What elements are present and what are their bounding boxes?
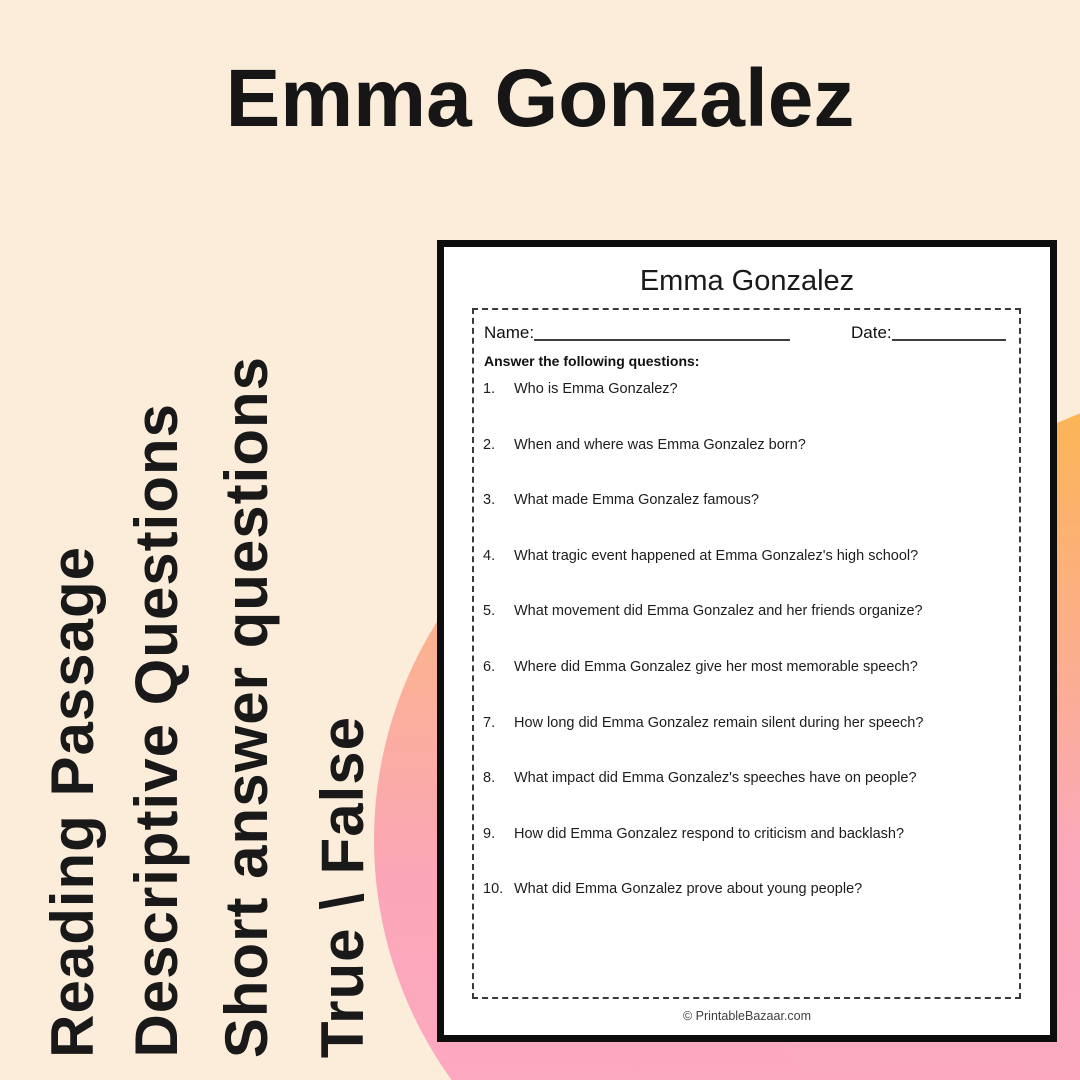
question-text: Where did Emma Gonzalez give her most memorable speech? <box>514 658 918 675</box>
question-number: 2. <box>483 436 496 453</box>
main-title: Emma Gonzalez <box>225 53 855 144</box>
question-item <box>483 659 1009 715</box>
question-text: Who is Emma Gonzalez? <box>514 381 678 397</box>
question-item <box>483 770 1009 826</box>
question-text: How did Emma Gonzalez respond to criticism and backlash? <box>514 825 905 842</box>
worksheet-page <box>437 240 1057 1042</box>
worksheet-footer: © PrintableBazaar.com <box>682 1009 812 1023</box>
question-number: 9. <box>483 825 496 842</box>
question-item <box>483 826 1009 882</box>
name-date-row <box>474 310 1019 343</box>
side-label: Descriptive Questions <box>123 403 190 1058</box>
question-text: What impact did Emma Gonzalez's speeches have on people? <box>514 770 917 787</box>
question-item <box>483 492 1009 548</box>
question-number: 5. <box>483 603 496 620</box>
question-item <box>483 548 1009 604</box>
question-number: 8. <box>483 770 496 787</box>
question-item <box>483 437 1009 493</box>
question-text: What made Emma Gonzalez famous? <box>514 492 759 509</box>
question-item <box>483 715 1009 771</box>
question-number: 7. <box>483 714 496 731</box>
question-text: How long did Emma Gonzalez remain silent during her speech? <box>514 714 924 731</box>
question-number: 3. <box>483 492 496 509</box>
question-item <box>483 381 1009 437</box>
question-number: 6. <box>483 658 496 675</box>
instruction-text: Answer the following questions: <box>484 353 700 369</box>
question-item <box>483 881 1009 937</box>
question-number: 4. <box>483 547 496 564</box>
side-label: True \ False <box>309 715 376 1058</box>
name-blank-line <box>534 338 790 341</box>
question-number: 1. <box>483 381 496 397</box>
side-label: Short answer questions <box>213 355 280 1058</box>
question-text: When and where was Emma Gonzalez born? <box>514 436 806 453</box>
question-text: What movement did Emma Gonzalez and her friends organize? <box>514 603 923 620</box>
worksheet-content-box <box>472 308 1021 999</box>
date-label: Date: <box>851 323 892 342</box>
name-label: Name: <box>484 323 535 342</box>
question-text: What tragic event happened at Emma Gonzalez's high school? <box>514 547 919 564</box>
date-blank-line <box>892 338 1006 341</box>
question-text: What did Emma Gonzalez prove about young people? <box>514 881 863 898</box>
question-item <box>483 603 1009 659</box>
name-field <box>484 323 790 343</box>
side-label: Reading Passage <box>39 546 106 1058</box>
question-number: 10. <box>483 881 504 898</box>
question-list <box>474 381 1019 937</box>
date-field <box>851 323 1006 343</box>
worksheet-title: Emma Gonzalez <box>639 265 855 297</box>
